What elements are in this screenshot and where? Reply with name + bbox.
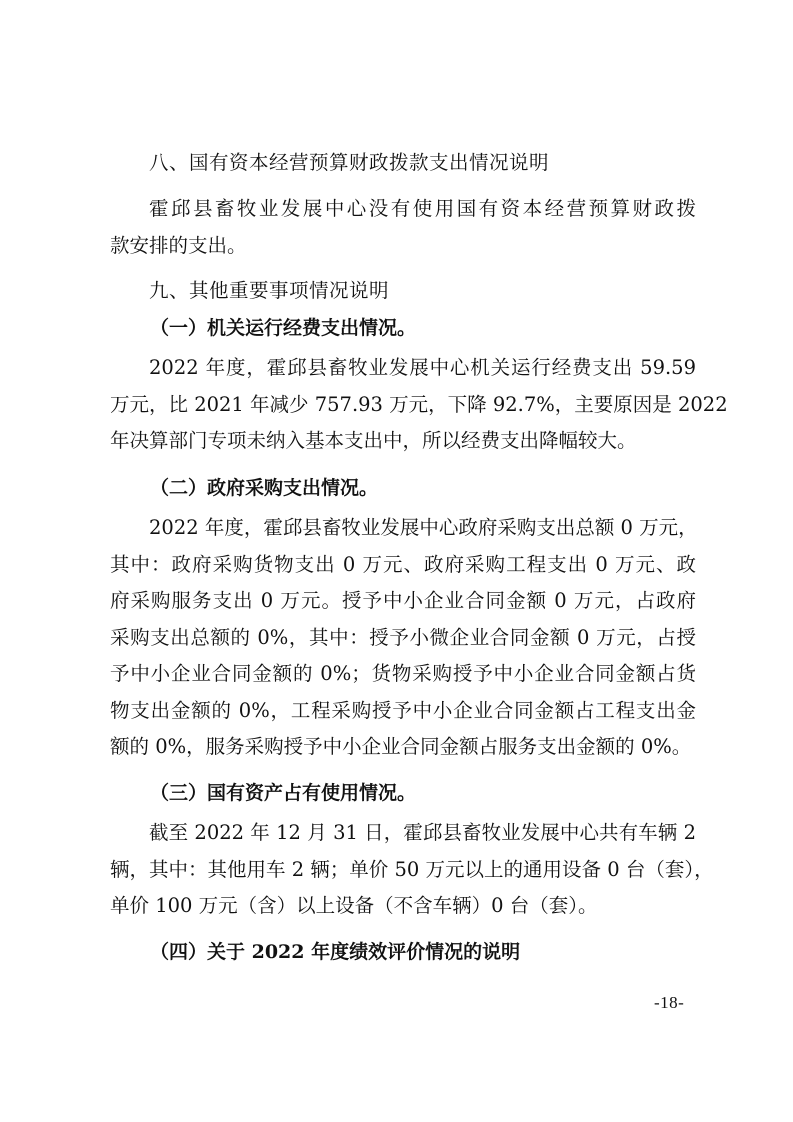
paragraph-line: 款安排的支出。: [110, 233, 247, 257]
section9-heading-text: 九、其他重要事项情况说明: [149, 279, 390, 302]
paragraph-line: 单价 100 万元（含）以上设备（不含车辆）0 台（套）。: [110, 894, 598, 917]
paragraph-line: 采购支出总额的 0%，其中：授予小微企业合同金额 0 万元，占授: [110, 625, 696, 649]
section8-paragraph: [110, 191, 696, 264]
paragraph-line: 辆，其中：其他用车 2 辆；单价 50 万元以上的通用设备 0 台（套），: [110, 857, 714, 881]
sub2-paragraph: [110, 510, 696, 766]
paragraph-line: 2022 年度，霍邱县畜牧业发展中心政府采购支出总额 0 万元，: [149, 516, 698, 539]
sub3-heading: [110, 775, 696, 812]
sub1-heading: [110, 310, 696, 347]
section8-heading-text: 八、国有资本经营预算财政拨款支出情况说明: [149, 151, 550, 174]
sub1-paragraph: [110, 350, 728, 460]
paragraph-line: 物支出金额的 0%，工程采购授予中小企业合同金额占工程支出金: [110, 698, 696, 722]
paragraph-line: 府采购服务支出 0 万元。授予中小企业合同金额 0 万元，占政府: [110, 589, 696, 612]
page-number: -18-: [654, 993, 685, 1012]
section9-heading: [110, 273, 696, 310]
paragraph-line: 额的 0%，服务采购授予中小企业合同金额占服务支出金额的 0%。: [110, 735, 692, 758]
sub4-heading-text: （四）关于 2022 年度绩效评价情况的说明: [150, 941, 521, 963]
paragraph-line: 2022 年度，霍邱县畜牧业发展中心机关运行经费支出 59.59: [149, 356, 696, 379]
paragraph-line: 年决算部门专项未纳入基本支出中，所以经费支出降幅较大。: [110, 429, 637, 452]
sub3-heading-text: （三）国有资产占有使用情况。: [150, 782, 417, 804]
paragraph-line: 予中小企业合同金额的 0%；货物采购授予中小企业合同金额占货: [110, 662, 696, 685]
sub2-heading: [110, 470, 696, 507]
sub1-heading-text: （一）机关运行经费支出情况。: [150, 317, 417, 339]
section8-heading: [110, 145, 696, 182]
sub4-heading: [110, 934, 696, 971]
paragraph-line: 截至 2022 年 12 月 31 日，霍邱县畜牧业发展中心共有车辆 2: [149, 821, 696, 844]
sub2-heading-text: （二）政府采购支出情况。: [150, 477, 379, 499]
paragraph-line: 霍邱县畜牧业发展中心没有使用国有资本经营预算财政拨: [149, 197, 696, 220]
paragraph-line: 万元，比 2021 年减少 757.93 万元，下降 92.7%，主要原因是 2022: [110, 392, 728, 416]
sub3-paragraph: [110, 815, 714, 925]
paragraph-line: 其中：政府采购货物支出 0 万元、政府采购工程支出 0 万元、政: [110, 552, 696, 576]
